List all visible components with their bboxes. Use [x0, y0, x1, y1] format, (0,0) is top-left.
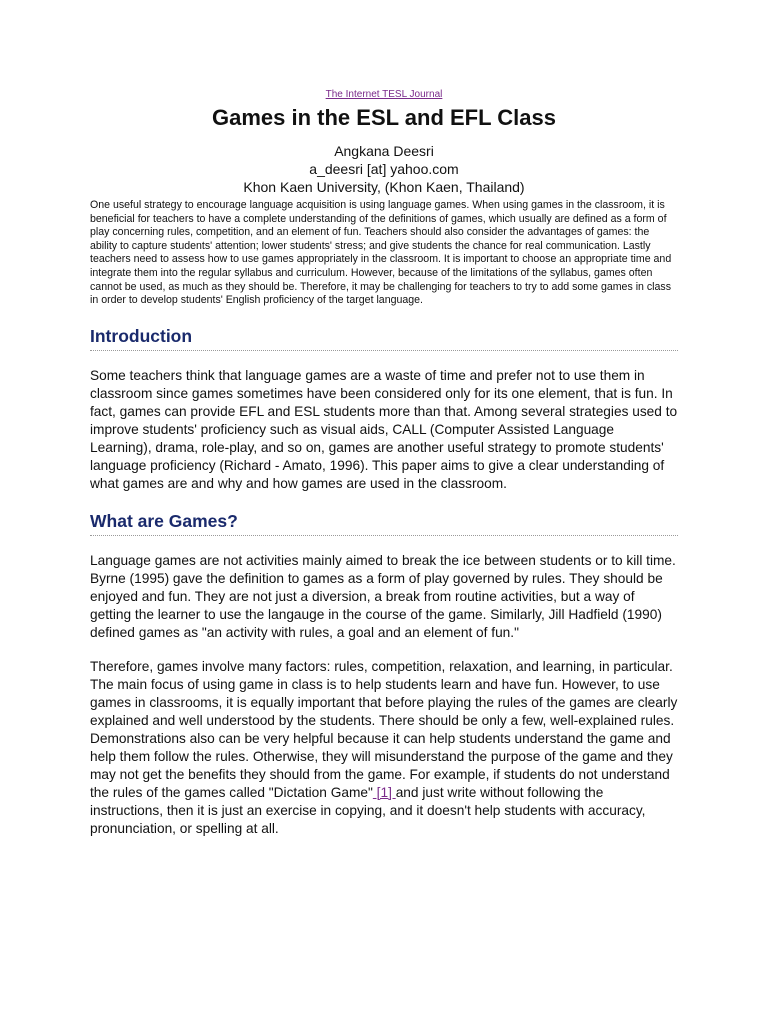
- introduction-paragraph: Some teachers think that language games are a waste of time and prefer not to use them in classroom since games sometimes have been considered only for its one element, that is fun. In fact, games can provide EFL and ESL students more than that. Among several strategies used to improve students' proficiency such as visual aids, CALL (Computer Assisted Language Learning), drama, role-play, and so on, games are another useful strategy to promote students' language proficiency (Richard - Amato, 1996). This paper aims to give a clear understanding of what games are and why and how games are used in the classroom.: [90, 367, 678, 491]
- what-are-games-paragraph-1: Language games are not activities mainly aimed to break the ice between students or to kill time. Byrne (1995) gave the definition to games as a form of play governed by rules. They should be enjoyed and fun. They are not just a diversion, a break from routine activities, but a way of getting the learner to use the langauge in the course of the game. Similarly, Jill Hadfield (1990) defined games as "an activity with rules, a goal and an element of fun.": [90, 552, 676, 640]
- article: [90, 88, 678, 838]
- journal-header: [90, 88, 678, 102]
- section-heading-introduction: Introduction: [90, 325, 678, 351]
- journal-link[interactable]: The Internet TESL Journal: [325, 89, 443, 100]
- author-block: [90, 142, 678, 196]
- article-title: Games in the ESL and EFL Class: [212, 105, 556, 130]
- paragraph-text-after-footnote: and just write without following the instructions, then it is just an exercise in copying, and it doesn't help students with accuracy, pronunciation, or spelling at all.: [90, 784, 646, 836]
- footnote-link-1[interactable]: [1]: [372, 784, 396, 800]
- author-affiliation: Khon Kaen University, (Khon Kaen, Thailand): [243, 179, 525, 195]
- section-heading-what-are-games: What are Games?: [90, 510, 678, 536]
- abstract: One useful strategy to encourage language acquisition is using language games. When using games in the classroom, it is beneficial for teachers to have a complete understanding of the definitions of games, which usually are defined as a form of play concerning rules, competition, and an element of fun. Teachers should also consider the advantages of games: the ability to capture students' attention; lower students' stress; and give students the chance for real communication. Lastly teachers need to assess how to use games appropriately in the classroom. It is important to choose an appropriate time and integrate them into the regular syllabus and curriculum. However, because of the limitations of the syllabus, games often cannot be used, as much as they should be. Therefore, it may be challenging for teachers to try to add some games in class in order to develop students' English proficiency of the target language.: [90, 199, 672, 307]
- author-email: a_deesri [at] yahoo.com: [309, 161, 459, 177]
- paragraph-text-before-footnote: Therefore, games involve many factors: rules, competition, relaxation, and learning, in particular. The main focus of using game in class is to help students learn and have fun. However, to use games in classrooms, it is equally important that before playing the rules of the games are clearly explained and well understood by the students. There should be only a few, well-explained rules. Demonstrations also can be very helpful because it can help students understand the game and help them follow the rules. Otherwise, they will misunderstand the purpose of the game and they may not get the benefits they should from the game. For example, if students do not understand the rules of the games called "Dictation Game": [90, 658, 678, 800]
- what-are-games-paragraph-2: [90, 658, 678, 838]
- author-name: Angkana Deesri: [334, 143, 434, 159]
